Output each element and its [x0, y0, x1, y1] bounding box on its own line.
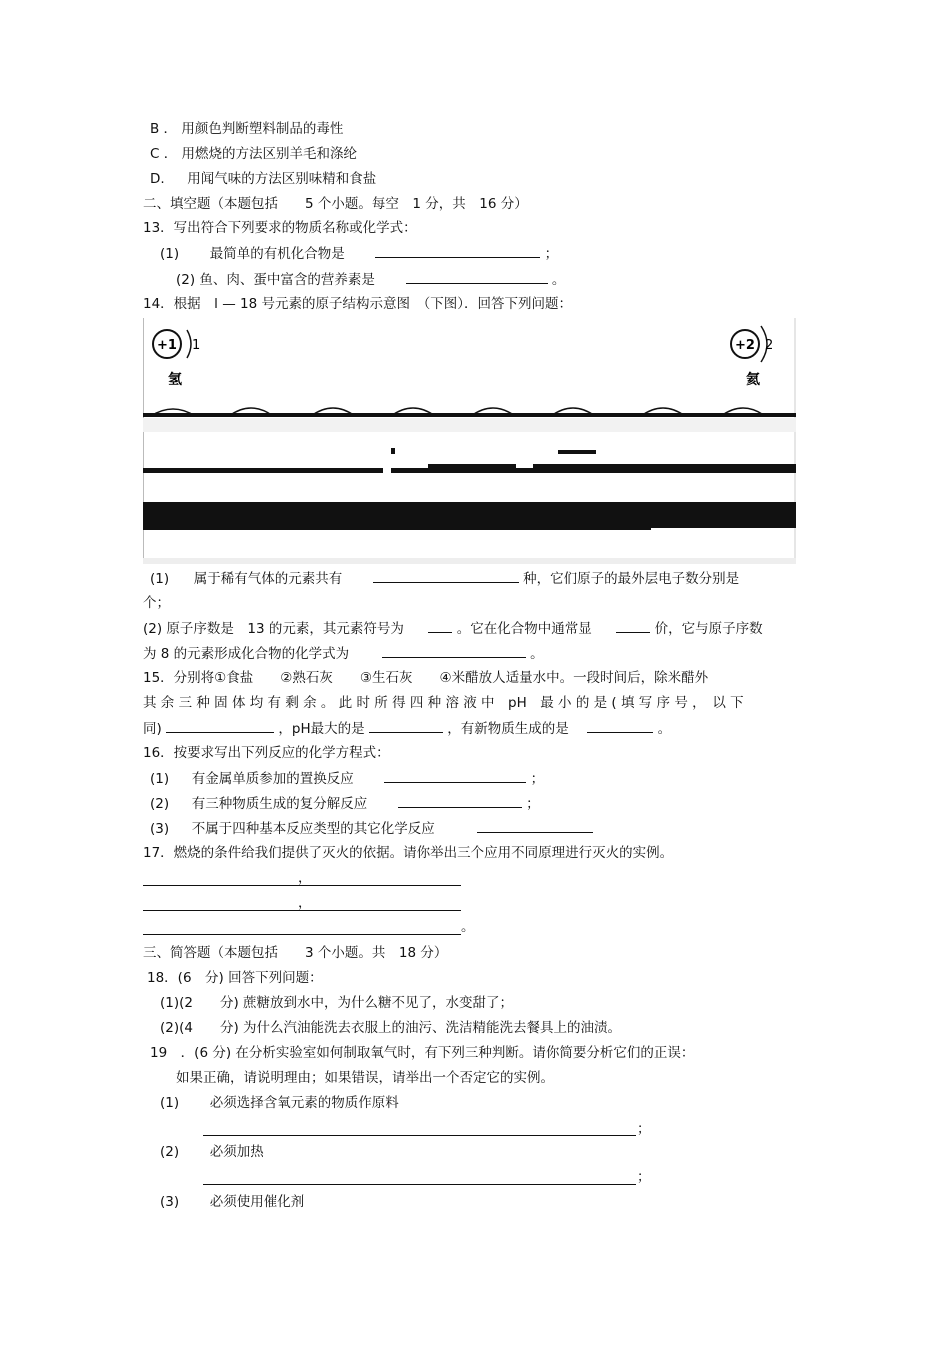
q15-line3-c: ，有新物质生成的是	[447, 721, 569, 737]
q14-part2-blank-valence[interactable]	[616, 619, 650, 633]
q16-part3	[150, 819, 593, 838]
q16-stem: 16．按要求写出下列反应的化学方程式：	[143, 745, 390, 761]
q14-part2-cont-text: 为 8 的元素形成化合物的化学式为	[143, 646, 350, 662]
q17-end: 。	[461, 919, 475, 935]
q14-part2-mid: 。它在化合物中通常显	[456, 621, 592, 637]
q18-part2: (2)(4 分) 为什么汽油能洗去衣服上的油污、洗洁精能洗去餐具上的油渍。	[160, 1020, 622, 1036]
section2-heading: 二、填空题（本题包括 5 个小题。每空 1 分，共 16 分）	[143, 196, 528, 212]
q19-part1-label: (1)	[160, 1095, 180, 1111]
q16-part2-text: 有三种物质生成的复分解反应	[191, 796, 368, 812]
q17-stem: 17．燃烧的条件给我们提供了灭火的依据。请你举出三个应用不同原理进行灭火的实例。	[143, 845, 674, 861]
q13-part1-end: ；	[544, 246, 559, 262]
q19-part2-text: 必须加热	[209, 1144, 264, 1160]
q19-part1	[160, 1094, 399, 1112]
q14-part1	[150, 569, 739, 588]
helium-nucleus-charge: +2	[735, 338, 755, 353]
q14-part1-continued: 个；	[143, 595, 170, 611]
q13-part1-label: (1)	[160, 246, 180, 262]
q19-part3-label: (3)	[160, 1194, 180, 1210]
q15-blank-lowest-ph[interactable]	[166, 719, 274, 733]
q16-part2	[150, 794, 540, 813]
q16-part3-text: 不属于四种基本反应类型的其它化学反应	[191, 821, 435, 837]
q16-part1-end: ；	[530, 771, 545, 787]
q15-blank-new-substance[interactable]	[587, 719, 653, 733]
q19-part1-answer-line[interactable]	[203, 1135, 636, 1136]
q13-part1	[160, 244, 558, 263]
q18-part1: (1)(2 分) 蔗糖放到水中，为什么糖不见了，水变甜了；	[160, 995, 514, 1011]
q16-part2-blank[interactable]	[398, 794, 522, 808]
q14-part2-text: (2) 原子序数是 13 的元素，其元素符号为	[143, 621, 404, 637]
q19-part1-text: 必须选择含氧元素的物质作原料	[209, 1095, 399, 1111]
q13-part2-end: 。	[551, 272, 566, 288]
q14-part1-blank1[interactable]	[373, 569, 519, 583]
q13-part2	[176, 270, 565, 289]
q15-line3	[143, 719, 671, 738]
q16-part1-text: 有金属单质参加的置换反应	[191, 771, 354, 787]
q14-part2-end: 。	[530, 646, 544, 662]
q12-option-d-text: 用闻气味的方法区别味精和食盐	[187, 171, 377, 187]
q19-stem: 19 ．(6 分) 在分析实验室如何制取氧气时，有下列三种判断。请你简要分析它们的正误：	[150, 1045, 695, 1061]
q12-option-d	[150, 170, 376, 188]
q14-part1-text: 属于稀有气体的元素共有	[193, 571, 343, 587]
q19-part2-label: (2)	[160, 1144, 180, 1160]
q18-stem: 18．(6 分) 回答下列问题：	[147, 970, 323, 986]
q16-part2-end: ；	[526, 796, 540, 812]
q17-answer-line-3[interactable]	[143, 934, 461, 935]
q13-part1-blank[interactable]	[375, 244, 540, 258]
q15-line3-end: 。	[657, 721, 672, 737]
q19-part2	[160, 1143, 264, 1161]
q13-part1-text: 最简单的有机化合物是	[209, 246, 345, 262]
q14-part2-blank-symbol[interactable]	[428, 619, 452, 633]
q19-part1-end: ；	[637, 1121, 651, 1137]
hydrogen-electron-count: 1	[192, 338, 201, 353]
q14-part1-after: 种，它们原子的最外层电子数分别是	[523, 571, 740, 587]
q15-line2: 其 余 三 种 固 体 均 有 剩 余 。 此 时 所 得 四 种 溶 液 中 pH 最 小 的 是 ( 填 写 序 号 ， 以 下	[143, 695, 744, 711]
q17-comma-1: ，	[298, 870, 312, 886]
q19-part2-end: ；	[637, 1169, 651, 1185]
q15-line3-b: ，pH最大的是	[278, 721, 365, 737]
q16-part1-blank[interactable]	[384, 769, 526, 783]
q19-part2-answer-line[interactable]	[203, 1184, 636, 1185]
q14-stem: 14．根据 l — 18 号元素的原子结构示意图 （下图）．回答下列问题：	[143, 296, 572, 312]
q19-part3-text: 必须使用催化剂	[209, 1194, 305, 1210]
q17-comma-2: ，	[298, 895, 312, 911]
q14-part2-continued	[143, 644, 544, 663]
section3-heading: 三、简答题（本题包括 3 个小题。共 18 分）	[143, 945, 448, 961]
q15-line1: 15．分别将①食盐 ②熟石灰 ③生石灰 ④米醋放人适量水中。一段时间后，除米醋外	[143, 670, 709, 686]
helium-electron-count: 2	[765, 338, 774, 353]
q13-stem: 13．写出符合下列要求的物质名称或化学式：	[143, 220, 417, 236]
hydrogen-name: 氢	[168, 372, 182, 388]
q13-part2-blank[interactable]	[406, 270, 548, 284]
q14-part2-mid2: 价，它与原子序数	[654, 621, 763, 637]
q16-part1	[150, 769, 544, 788]
q16-part1-label: (1)	[150, 771, 170, 787]
q14-part1-label: (1)	[150, 571, 170, 587]
q19-stem-continued: 如果正确，请说明理由；如果错误，请举出一个否定它的实例。	[176, 1070, 554, 1086]
q12-option-b: B ． 用颜色判断塑料制品的毒性	[150, 121, 344, 137]
q15-blank-highest-ph[interactable]	[369, 719, 443, 733]
q16-part2-label: (2)	[150, 796, 170, 812]
q12-option-c: C ． 用燃烧的方法区别羊毛和涤纶	[150, 146, 358, 162]
q16-part3-label: (3)	[150, 821, 170, 837]
q14-part2-blank-formula[interactable]	[382, 644, 526, 658]
q12-option-d-label: D.	[150, 171, 165, 187]
atomic-structure-figure	[143, 318, 796, 564]
hydrogen-nucleus-charge: +1	[157, 338, 177, 353]
q15-line3-a: 同)	[143, 721, 162, 737]
helium-name: 氦	[746, 372, 760, 388]
q19-part3	[160, 1193, 304, 1211]
q16-part3-blank[interactable]	[477, 819, 593, 833]
q14-part2	[143, 619, 763, 638]
q13-part2-text: (2) 鱼、肉、蛋中富含的营养素是	[176, 272, 375, 288]
